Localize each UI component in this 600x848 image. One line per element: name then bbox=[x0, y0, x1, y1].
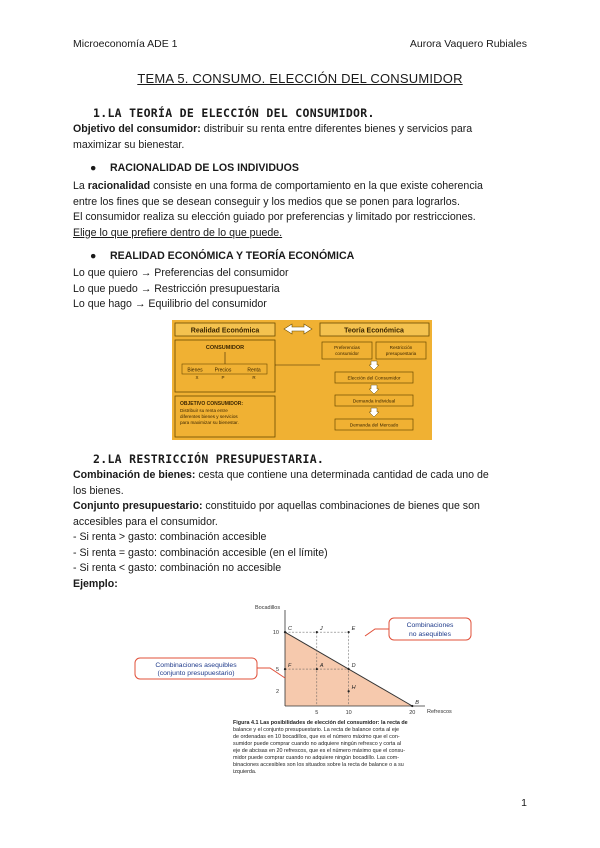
rac-line-1: consiste en una forma de comportamiento en la que existe coherencia bbox=[150, 180, 483, 192]
point-label-A: A bbox=[319, 663, 324, 670]
caption-line: eje de abcisas en 20 refrescos, que es el número máximo que el consu- bbox=[233, 748, 405, 754]
x-tick-label: 10 bbox=[345, 710, 352, 716]
caption-line: sumidor puede comprar cuando no adquiere ningún refresco y corta al bbox=[233, 741, 402, 747]
rac-pre: La bbox=[73, 180, 88, 192]
x-axis-label: Refrescos bbox=[427, 709, 452, 715]
callout-accesibles-pointer bbox=[257, 668, 285, 678]
conj-text-1: constituido por aquellas combinaciones de bienes que son bbox=[202, 500, 480, 512]
restr-line-2: presupuestaria bbox=[385, 351, 417, 356]
eleccion-label: Elección del Consumidor bbox=[347, 376, 401, 382]
right-title: Teoría Económica bbox=[344, 327, 404, 335]
point-H bbox=[348, 690, 350, 692]
conj-label: Conjunto presupuestario: bbox=[73, 500, 203, 512]
point-E bbox=[348, 631, 350, 633]
economic-diagram bbox=[172, 320, 432, 440]
y-tick-label: 5 bbox=[275, 667, 279, 674]
obj-line-2: diferentes bienes y servicios bbox=[180, 414, 238, 419]
renta-label: Renta bbox=[247, 367, 261, 374]
obj-line-1: Distribuir su renta entre bbox=[180, 408, 228, 413]
rac-bold: racionalidad bbox=[87, 180, 151, 192]
ejemplo-label: Ejemplo: bbox=[73, 577, 118, 590]
pref-line-1: Preferencias bbox=[334, 345, 360, 350]
point-label-J: J bbox=[319, 626, 323, 633]
callout-no-pointer bbox=[365, 629, 389, 636]
quiero-puedo-hago bbox=[73, 266, 528, 313]
section-2-heading: 2.LA RESTRICCIÓN PRESUPUESTARIA. bbox=[93, 452, 325, 466]
caption-line: Figura 4.1 Las posibilidades de elección del consumidor: la recta de bbox=[233, 720, 408, 726]
line-puedo: Lo que puedo → Restricción presupuestaria bbox=[73, 282, 280, 295]
objetivo-paragraph bbox=[73, 122, 528, 153]
precios-label: Precios bbox=[214, 367, 232, 374]
x-label: X bbox=[195, 375, 199, 380]
page-title: TEMA 5. CONSUMO. ELECCIÓN DEL CONSUMIDOR bbox=[137, 71, 463, 86]
point-label-F: F bbox=[288, 663, 292, 670]
y-tick-label: 2 bbox=[275, 689, 279, 696]
racionalidad-paragraph bbox=[73, 179, 528, 241]
rac-line-2: entre los fines que se desean conseguir y los medios que se ponen para lograrlos. bbox=[73, 195, 460, 208]
callout-no-line-1: Combinaciones bbox=[406, 622, 454, 629]
conj-text-2: accesibles para el consumidor. bbox=[73, 515, 218, 528]
point-label-H: H bbox=[351, 685, 356, 692]
header-left: Microeconomía ADE 1 bbox=[73, 38, 178, 50]
left-title: Realidad Económica bbox=[190, 327, 260, 335]
point-B bbox=[411, 705, 413, 707]
x-tick-label: 5 bbox=[315, 710, 319, 716]
bienes-label: Bienes bbox=[187, 367, 203, 374]
obj-line-3: para maximizar su bienestar. bbox=[180, 420, 239, 425]
rac-line-4: Elige lo que prefiere dentro de lo que puede. bbox=[73, 226, 283, 239]
caption-line: de ordenadas en 10 bocadillos, que es el número máximo que el con- bbox=[233, 734, 400, 740]
line-hago: Lo que hago → Equilibrio del consumidor bbox=[73, 298, 267, 310]
y-axis-label: Bocadillos bbox=[255, 605, 281, 611]
callout-no-line-2: no asequibles bbox=[409, 631, 451, 638]
point-F bbox=[284, 668, 286, 670]
point-label-E: E bbox=[351, 626, 356, 633]
bullet-realidad-text: REALIDAD ECONÓMICA Y TEORÍA ECONÓMICA bbox=[110, 250, 355, 262]
renta-case-3: - Si renta < gasto: combinación no accesible bbox=[73, 562, 282, 574]
comb-text-1: cesta que contiene una determinada cantidad de cada uno de bbox=[195, 469, 489, 481]
page-number: 1 bbox=[521, 797, 527, 809]
bullet-realidad: ● REALIDAD ECONÓMICA Y TEORÍA ECONÓMICA bbox=[90, 250, 355, 262]
objetivo-label: Objetivo del consumidor: bbox=[73, 123, 201, 135]
comb-label: Combinación de bienes: bbox=[73, 469, 196, 481]
section-2-paragraph bbox=[73, 468, 528, 592]
bullet-racionalidad-text: RACIONALIDAD DE LOS INDIVIDUOS bbox=[110, 162, 299, 174]
obj-title: OBJETIVO CONSUMIDOR: bbox=[180, 401, 244, 407]
point-label-B: B bbox=[415, 700, 419, 706]
callout-accesibles-line-1: Combinaciones asequibles bbox=[155, 662, 237, 669]
caption-line: balance y el conjunto presupuestario. La recta de balance corta al eje bbox=[233, 727, 400, 733]
budget-chart bbox=[125, 600, 515, 780]
r-label: R bbox=[252, 375, 256, 380]
point-C bbox=[284, 631, 286, 633]
renta-case-2: - Si renta = gasto: combinación accesible (en el límite) bbox=[73, 546, 328, 559]
rac-line-3: El consumidor realiza su elección guiado por preferencias y limitado por restricciones. bbox=[73, 211, 476, 223]
callout-accesibles-line-2: (conjunto presupuestario) bbox=[157, 670, 235, 677]
point-D bbox=[348, 668, 350, 670]
p-label: P bbox=[221, 375, 225, 380]
bullet-racionalidad: ● RACIONALIDAD DE LOS INDIVIDUOS bbox=[90, 162, 299, 174]
objetivo-text-1: distribuir su renta entre diferentes bienes y servicios para bbox=[200, 123, 473, 135]
point-label-C: C bbox=[288, 626, 292, 633]
caption-line: binaciones accesibles son los situados sobre la recta de balance o a su bbox=[233, 762, 404, 768]
section-1-heading: 1.LA TEORÍA DE ELECCIÓN DEL CONSUMIDOR. bbox=[93, 106, 375, 120]
caption-line: izquierda. bbox=[233, 769, 257, 775]
demanda-individual-label: Demanda Individual bbox=[352, 399, 396, 405]
point-J bbox=[316, 631, 318, 633]
header-right: Aurora Vaquero Rubiales bbox=[409, 38, 527, 50]
x-tick-label: 20 bbox=[409, 710, 416, 716]
point-label-D: D bbox=[351, 663, 356, 670]
comb-text-2: los bienes. bbox=[73, 484, 124, 497]
pref-line-2: consumidor bbox=[335, 351, 359, 356]
caption-line: midor puede comprar cuando no adquiere ningún bocadillo. Las com- bbox=[233, 755, 400, 761]
line-quiero: Lo que quiero → Preferencias del consumidor bbox=[73, 267, 289, 279]
renta-case-1: - Si renta > gasto: combinación accesible bbox=[73, 531, 267, 543]
point-A bbox=[316, 668, 318, 670]
figure-caption bbox=[233, 720, 408, 775]
demanda-mercado-label: Demanda del Mercado bbox=[349, 423, 399, 429]
consumidor-label: CONSUMIDOR bbox=[205, 345, 245, 351]
restr-line-1: Restricción bbox=[389, 345, 413, 350]
objetivo-text-2: maximizar su bienestar. bbox=[73, 138, 185, 151]
y-tick-label: 10 bbox=[272, 630, 279, 637]
